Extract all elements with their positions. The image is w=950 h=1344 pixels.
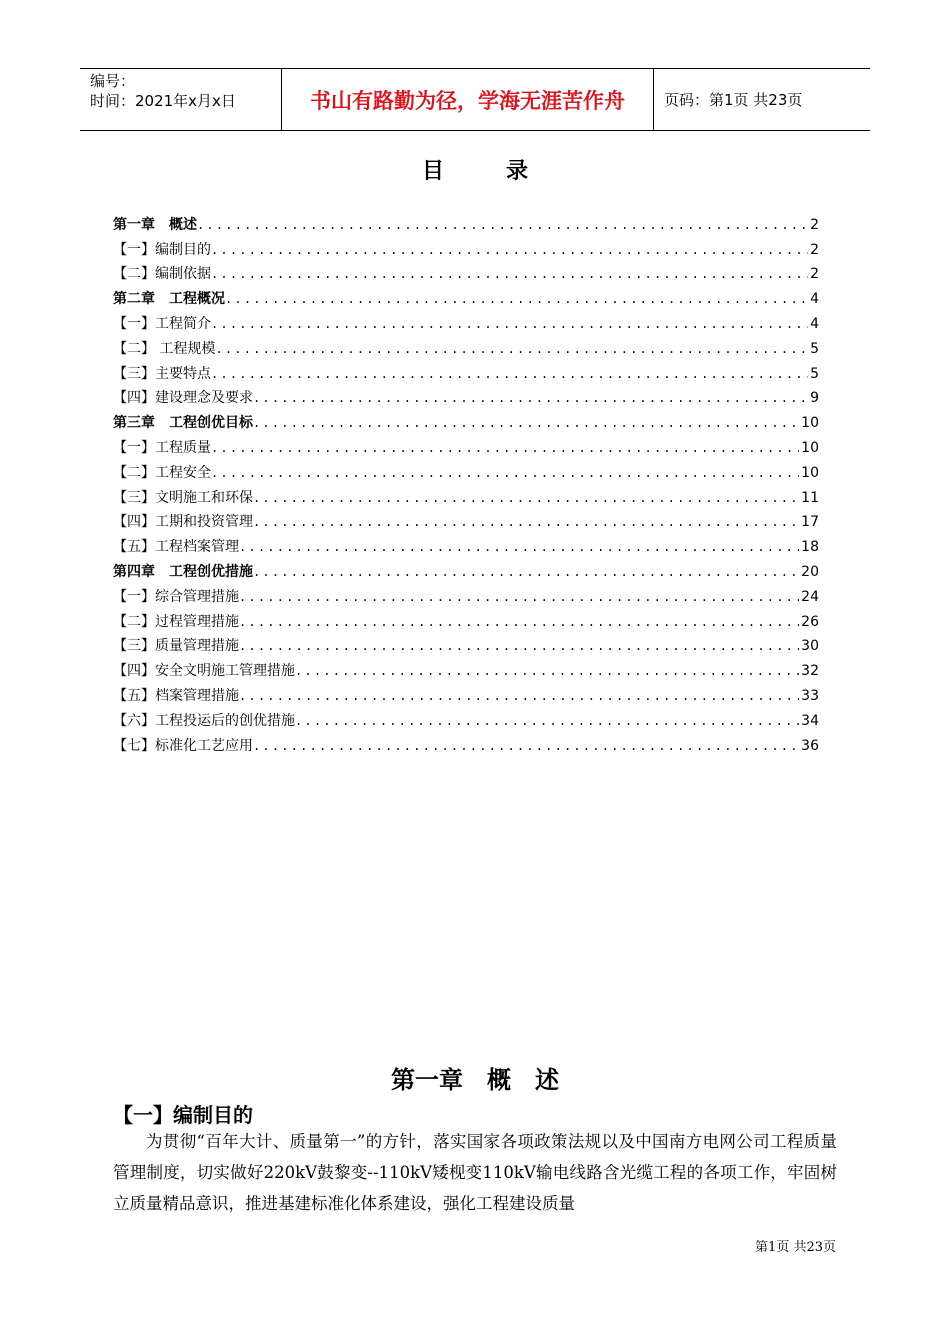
toc-leader-dots (253, 489, 799, 507)
toc-section-entry[interactable] (113, 358, 819, 383)
toc-entry-text: 【二】 工程规模 (113, 340, 216, 357)
toc-entry-text: 【一】工程简介 (113, 315, 211, 332)
toc-entry-page: 11 (801, 489, 819, 506)
toc-leader-dots (211, 265, 808, 283)
toc-entry-page: 5 (810, 365, 819, 382)
toc-entry-page: 10 (801, 439, 819, 456)
toc-section-entry[interactable] (113, 581, 819, 606)
toc-leader-dots (211, 241, 808, 259)
toc-entry-text: 第二章 工程概况 (113, 291, 225, 308)
toc-section-entry[interactable] (113, 531, 819, 556)
toc-entry-text: 【六】工程投运后的创优措施 (113, 712, 295, 729)
header-meta (80, 69, 281, 130)
toc-section-entry[interactable] (113, 432, 819, 457)
toc-leader-dots (225, 290, 808, 308)
toc-leader-dots (253, 563, 799, 581)
toc-entry-text: 【三】主要特点 (113, 365, 211, 382)
section-title: 【一】编制目的 (113, 1103, 253, 1127)
toc-section-entry[interactable] (113, 383, 819, 408)
toc-chapter-entry[interactable] (113, 209, 819, 234)
toc-leader-dots (295, 712, 799, 730)
toc-entry-text: 第三章 工程创优目标 (113, 415, 253, 432)
toc-section-entry[interactable] (113, 333, 819, 358)
toc-section-entry[interactable] (113, 234, 819, 259)
toc-entry-page: 5 (810, 340, 819, 357)
toc-chapter-entry[interactable] (113, 407, 819, 432)
toc-leader-dots (211, 365, 808, 383)
page-header (80, 68, 870, 131)
toc-entry-text: 【一】综合管理措施 (113, 588, 239, 605)
toc-entry-page: 10 (801, 415, 819, 432)
toc-section-entry[interactable] (113, 606, 819, 631)
toc-entry-text: 【二】工程安全 (113, 464, 211, 481)
toc-entry-page: 20 (801, 563, 819, 580)
toc-entry-text: 【七】标准化工艺应用 (113, 737, 253, 754)
toc-leader-dots (253, 513, 799, 531)
toc-entry-page: 34 (801, 712, 819, 729)
header-motto: 书山有路勤为径，学海无涯苦作舟 (281, 69, 654, 130)
toc-entry-text: 【五】档案管理措施 (113, 687, 239, 704)
toc-entry-text: 【一】编制目的 (113, 241, 211, 258)
toc-entry-text: 【二】编制依据 (113, 266, 211, 283)
toc-chapter-entry[interactable] (113, 556, 819, 581)
header-number-label: 编号： (90, 72, 136, 90)
toc-entry-page: 36 (801, 737, 819, 754)
toc-leader-dots (239, 637, 799, 655)
toc-leader-dots (215, 340, 808, 358)
header-time-label: 时间：2021年x月x日 (90, 92, 236, 110)
toc-leader-dots (197, 216, 808, 234)
toc-leader-dots (211, 464, 799, 482)
toc-entry-page: 32 (801, 663, 819, 680)
toc-entry-page: 2 (810, 266, 819, 283)
toc-section-entry[interactable] (113, 457, 819, 482)
page-footer: 第1页 共23页 (755, 1240, 836, 1255)
toc-leader-dots (239, 538, 799, 556)
toc-entry-page: 33 (801, 687, 819, 704)
toc-entry-page: 4 (810, 291, 819, 308)
toc-leader-dots (239, 687, 799, 705)
toc-section-entry[interactable] (113, 308, 819, 333)
toc-entry-text: 【二】过程管理措施 (113, 613, 239, 630)
toc-section-entry[interactable] (113, 705, 819, 730)
toc-entry-page: 4 (810, 315, 819, 332)
toc-leader-dots (239, 613, 799, 631)
toc-entry-text: 【五】工程档案管理 (113, 539, 239, 556)
toc-entry-page: 24 (801, 588, 819, 605)
body-paragraph: 为贯彻“百年大计、质量第一”的方针，落实国家各项政策法规以及中国南方电网公司工程质量管理制度，切实做好220kV鼓黎变--110kV矮枧变110kV输电线路含光缆工程的各项工作，牢固树立质量精品意识，推进基建标准化体系建设，强化工程建设质量 (113, 1132, 837, 1213)
toc-section-entry[interactable] (113, 655, 819, 680)
toc-leader-dots (211, 439, 799, 457)
toc-entry-page: 18 (801, 539, 819, 556)
toc-entry-page: 9 (810, 390, 819, 407)
toc-entry-page: 26 (801, 613, 819, 630)
toc-entry-text: 【四】安全文明施工管理措施 (113, 663, 295, 680)
toc-title: 目录 (421, 159, 590, 184)
toc-leader-dots (239, 588, 799, 606)
toc-entry-text: 【四】工期和投资管理 (113, 514, 253, 531)
toc-section-entry[interactable] (113, 259, 819, 284)
toc-entry-page: 30 (801, 638, 819, 655)
toc-section-entry[interactable] (113, 631, 819, 656)
toc-section-entry[interactable] (113, 482, 819, 507)
toc-leader-dots (253, 389, 808, 407)
toc-section-entry[interactable] (113, 680, 819, 705)
toc-entry-page: 2 (810, 216, 819, 233)
toc-entry-text: 【三】质量管理措施 (113, 638, 239, 655)
toc-entry-text: 第四章 工程创优措施 (113, 563, 253, 580)
toc-entry-page: 10 (801, 464, 819, 481)
toc-section-entry[interactable] (113, 507, 819, 532)
toc-section-entry[interactable] (113, 730, 819, 755)
header-page-label: 页码：第1页 共23页 (664, 91, 803, 109)
chapter-title: 第一章 概 述 (391, 1066, 559, 1094)
toc-entry-text: 【一】工程质量 (113, 439, 211, 456)
toc-entry-page: 17 (801, 514, 819, 531)
toc-entry-text: 【三】文明施工和环保 (113, 489, 253, 506)
toc-entry-page: 2 (810, 241, 819, 258)
toc-chapter-entry[interactable] (113, 283, 819, 308)
toc-entry-text: 【四】建设理念及要求 (113, 390, 253, 407)
table-of-contents (113, 209, 819, 755)
toc-leader-dots (295, 662, 799, 680)
toc-entry-text: 第一章 概述 (113, 216, 197, 233)
toc-leader-dots (211, 315, 808, 333)
toc-leader-dots (253, 737, 799, 755)
toc-leader-dots (253, 414, 799, 432)
